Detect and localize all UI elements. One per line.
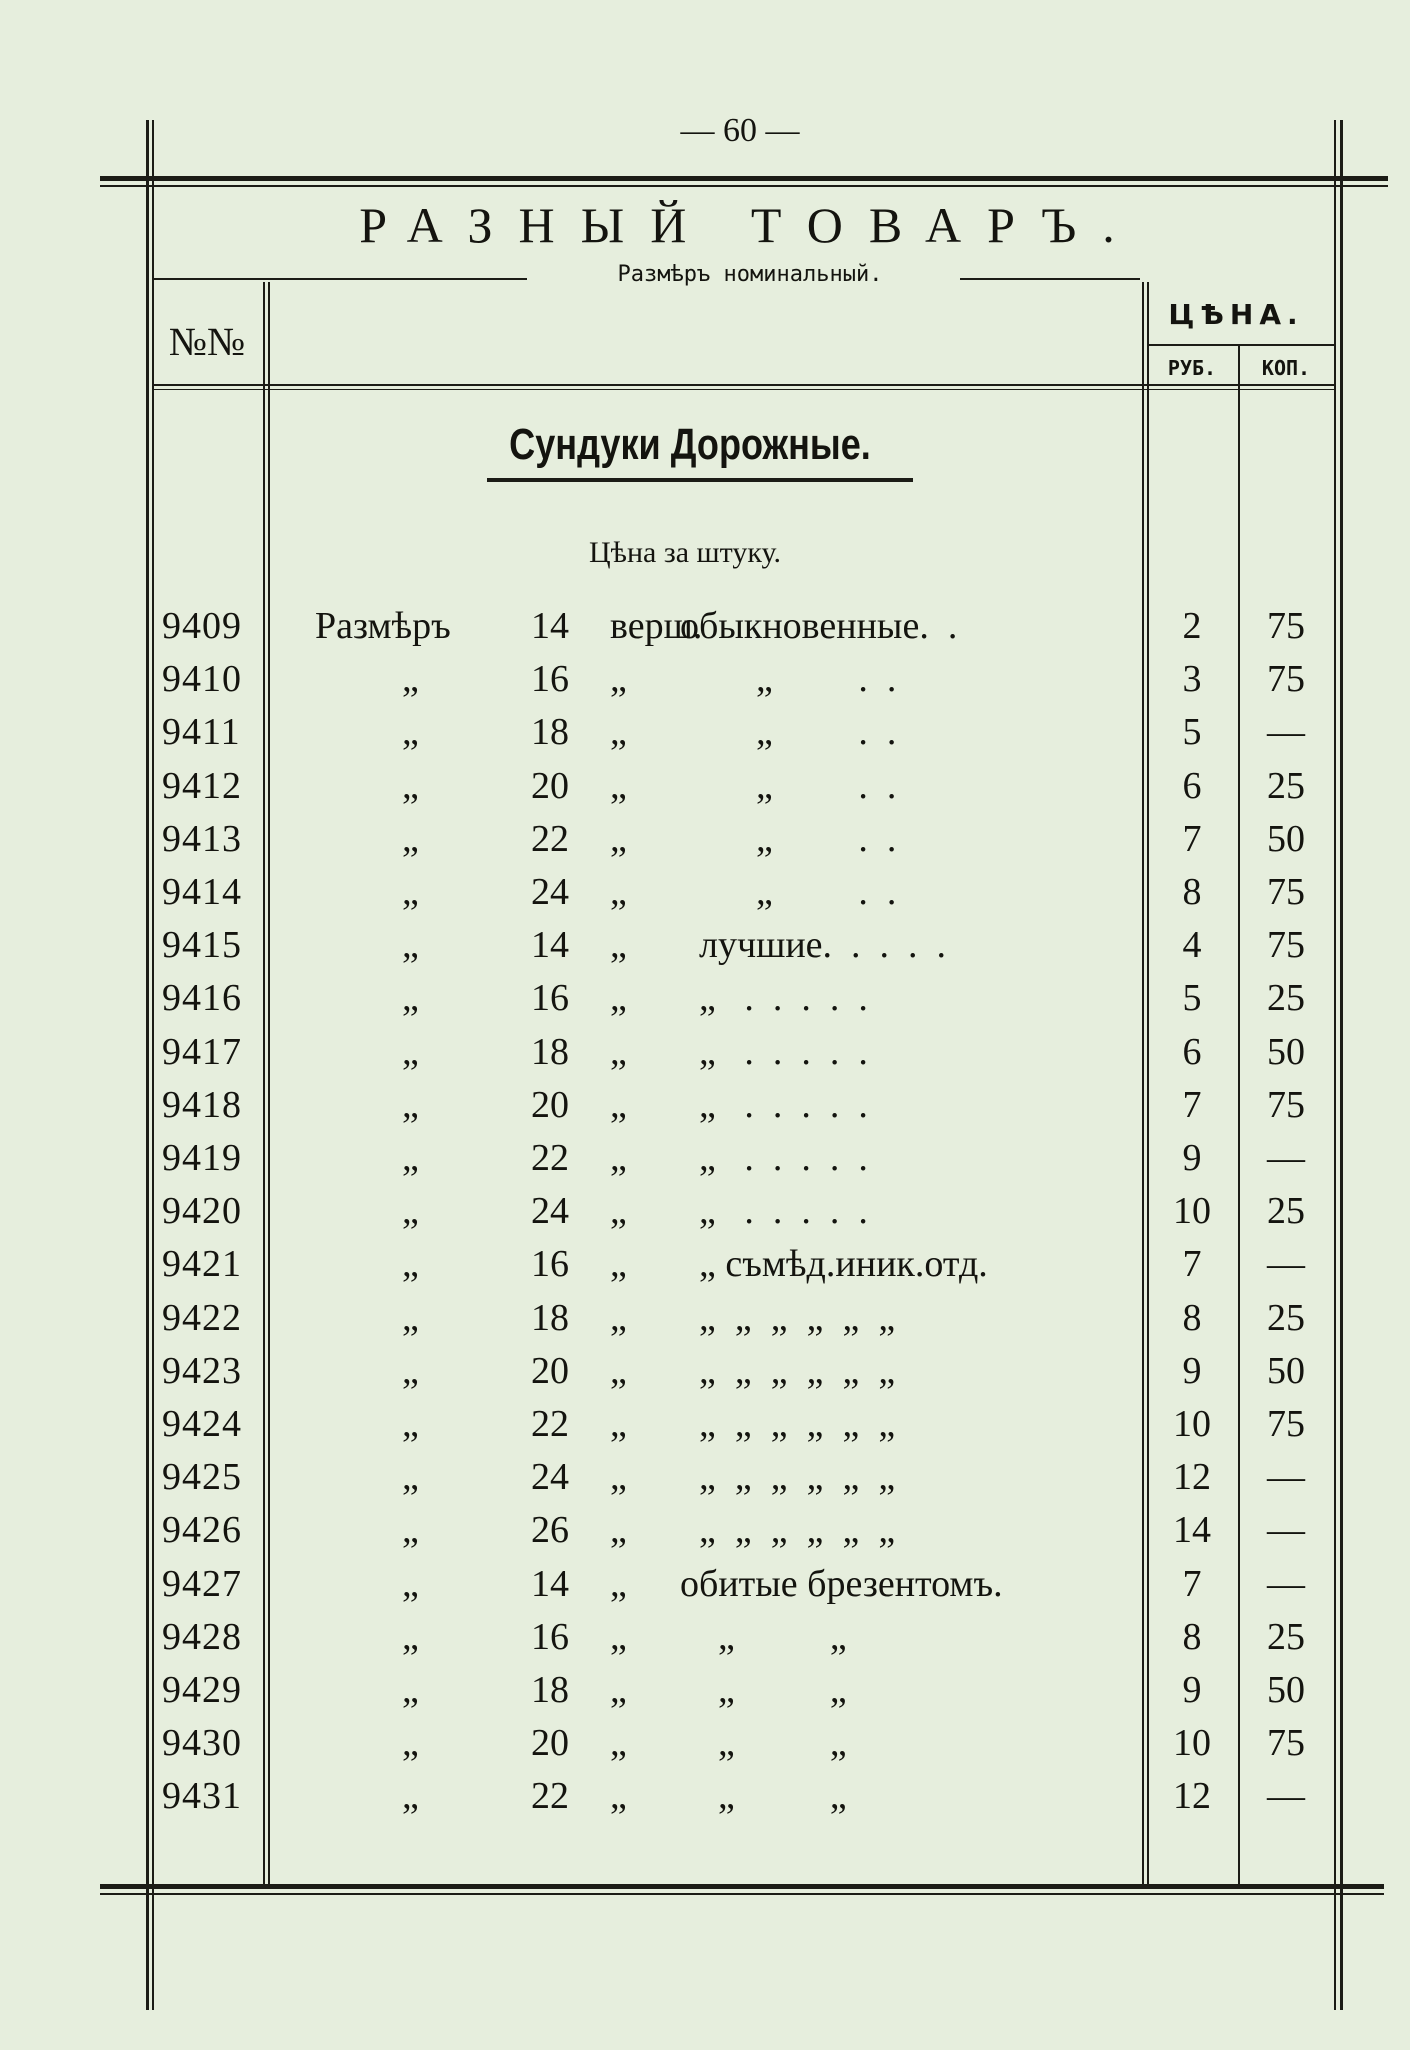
price-rub: 8: [1182, 1615, 1202, 1658]
section-underline: [487, 478, 913, 482]
size-label: „: [402, 1775, 419, 1818]
price-rub: 3: [1182, 658, 1202, 701]
size-unit: „: [610, 1349, 627, 1392]
size-value: 22: [531, 1403, 569, 1445]
price-rub: 6: [1182, 1030, 1202, 1073]
table-row: [0, 1185, 1410, 1238]
size-unit: „: [610, 924, 627, 967]
table-row: [0, 813, 1410, 866]
item-number: 9424: [162, 1403, 242, 1445]
header-bottom-rule-1: [154, 384, 1334, 386]
size-label: „: [402, 1083, 419, 1126]
price-kop: 75: [1267, 1403, 1305, 1445]
item-number: 9413: [162, 817, 242, 860]
subtitle-rule-right: [960, 278, 1140, 280]
size-value: 22: [531, 1137, 569, 1179]
item-description: „ . .: [680, 871, 897, 913]
rub-column-header: РУБ.: [1167, 356, 1217, 380]
size-value: 22: [531, 1775, 569, 1818]
size-label: „: [402, 764, 419, 807]
table-row: [0, 1026, 1410, 1079]
size-value: 24: [531, 1456, 569, 1499]
section-title: Сундуки Дорожные.: [509, 420, 871, 469]
item-number: 9412: [162, 764, 242, 807]
item-description: „ . . . . .: [680, 1030, 868, 1073]
size-value: 14: [531, 605, 569, 647]
price-kop: 50: [1267, 1030, 1305, 1073]
size-value: 16: [531, 1243, 569, 1286]
item-number: 9425: [162, 1456, 242, 1499]
item-description: „ „ „ „ „ „: [680, 1509, 896, 1552]
size-value: 26: [531, 1509, 569, 1552]
price-kop: 50: [1267, 817, 1305, 860]
price-rub: 7: [1182, 1243, 1202, 1286]
size-label: „: [402, 924, 419, 967]
table-row: [0, 1504, 1410, 1557]
item-number: 9417: [162, 1030, 242, 1073]
item-number: 9416: [162, 977, 242, 1020]
table-row: [0, 972, 1410, 1025]
item-description: „ съмѣд.иник.отд.: [680, 1243, 988, 1286]
item-description: „ „ „ „ „ „: [680, 1456, 896, 1499]
price-kop: —: [1267, 1509, 1305, 1552]
price-kop: —: [1267, 1137, 1305, 1179]
price-header-rule: [1149, 344, 1334, 346]
price-rub: 12: [1173, 1456, 1211, 1499]
price-column-header: ЦѢНА.: [1168, 298, 1304, 331]
price-rub: 8: [1182, 871, 1202, 913]
item-number: 9429: [162, 1669, 242, 1711]
table-row: [0, 866, 1410, 919]
item-number: 9420: [162, 1190, 242, 1233]
size-value: 22: [531, 817, 569, 860]
item-number: 9427: [162, 1562, 242, 1605]
size-unit: „: [610, 1775, 627, 1818]
size-label: „: [402, 1403, 419, 1445]
size-unit: „: [610, 817, 627, 860]
size-label: „: [402, 1615, 419, 1658]
top-rule-thin: [100, 185, 1388, 187]
size-value: 16: [531, 977, 569, 1020]
item-description: „ . . . . .: [680, 1190, 868, 1233]
item-number: 9415: [162, 924, 242, 967]
price-kop: 75: [1267, 1083, 1305, 1126]
size-label: „: [402, 1243, 419, 1286]
item-number: 9422: [162, 1296, 242, 1339]
item-description: „ . . . . .: [680, 977, 868, 1020]
table-row: [0, 1079, 1410, 1132]
item-number: 9410: [162, 658, 242, 701]
table-row: [0, 706, 1410, 759]
price-rub: 14: [1173, 1509, 1211, 1552]
item-description: „ „ „ „ „ „: [680, 1349, 896, 1392]
size-label: „: [402, 711, 419, 754]
size-value: 18: [531, 1030, 569, 1073]
size-unit: „: [610, 1509, 627, 1552]
table-row: [0, 1398, 1410, 1451]
price-rub: 5: [1182, 711, 1202, 754]
size-label: „: [402, 1722, 419, 1765]
size-value: 16: [531, 658, 569, 701]
table-row: [0, 919, 1410, 972]
item-description: „ „: [680, 1722, 847, 1765]
item-description: „ „: [680, 1775, 847, 1818]
size-value: 24: [531, 871, 569, 913]
page-title: РАЗНЫЙ ТОВАРЪ.: [359, 197, 1141, 253]
size-unit: „: [610, 711, 627, 754]
table-row: [0, 1770, 1410, 1823]
price-note: Цѣна за штуку.: [589, 536, 781, 569]
price-kop: —: [1267, 1243, 1305, 1286]
item-number: 9430: [162, 1722, 242, 1765]
price-kop: 75: [1267, 924, 1305, 967]
item-number: 9423: [162, 1349, 242, 1392]
price-rub: 9: [1182, 1137, 1202, 1179]
item-description: „ „ „ „ „ „: [680, 1403, 896, 1445]
price-rub: 10: [1173, 1190, 1211, 1233]
item-description: „ . . . . .: [680, 1083, 868, 1126]
price-rub: 7: [1182, 1083, 1202, 1126]
item-description: „ . .: [680, 658, 897, 701]
size-value: 18: [531, 711, 569, 754]
price-rub: 7: [1182, 1562, 1202, 1605]
price-rub: 8: [1182, 1296, 1202, 1339]
bottom-rule-thin: [100, 1893, 1384, 1895]
price-kop: 75: [1267, 605, 1305, 647]
page-subtitle: Размѣръ номинальный.: [617, 262, 883, 287]
price-kop: 50: [1267, 1669, 1305, 1711]
size-value: 18: [531, 1669, 569, 1711]
size-label: „: [402, 817, 419, 860]
item-number: 9411: [162, 711, 241, 754]
size-unit: „: [610, 658, 627, 701]
price-rub: 2: [1182, 605, 1202, 647]
price-rub: 12: [1173, 1775, 1211, 1818]
price-kop: —: [1267, 1456, 1305, 1499]
size-unit: „: [610, 1562, 627, 1605]
item-description: обитые брезентомъ.: [680, 1562, 1003, 1605]
item-description: „ „ „ „ „ „: [680, 1296, 896, 1339]
table-row: [0, 1451, 1410, 1504]
item-description: „ . .: [680, 817, 897, 860]
price-kop: 75: [1267, 1722, 1305, 1765]
size-value: 14: [531, 924, 569, 967]
price-kop: 25: [1267, 764, 1305, 807]
item-description: „ . .: [680, 711, 897, 754]
size-label: „: [402, 1190, 419, 1233]
kop-column-header: КОП.: [1261, 356, 1311, 380]
size-unit: „: [610, 1137, 627, 1179]
size-value: 20: [531, 764, 569, 807]
item-description: „ . .: [680, 764, 897, 807]
item-number: 9431: [162, 1775, 242, 1818]
size-label: „: [402, 1562, 419, 1605]
size-unit: „: [610, 1243, 627, 1286]
size-label: „: [402, 1349, 419, 1392]
item-description: обыкновенные. .: [680, 605, 958, 647]
subtitle-rule-left: [152, 278, 527, 280]
table-row: [0, 1238, 1410, 1291]
price-kop: 75: [1267, 658, 1305, 701]
price-kop: 25: [1267, 977, 1305, 1020]
table-row: [0, 1345, 1410, 1398]
table-row: [0, 1558, 1410, 1611]
price-kop: —: [1267, 1775, 1305, 1818]
size-value: 16: [531, 1615, 569, 1658]
size-value: 24: [531, 1190, 569, 1233]
price-rub: 10: [1173, 1403, 1211, 1445]
size-label: „: [402, 977, 419, 1020]
size-unit: „: [610, 1030, 627, 1073]
price-rub: 7: [1182, 817, 1202, 860]
size-label: „: [402, 1137, 419, 1179]
size-label: „: [402, 1669, 419, 1711]
header-bottom-rule-2: [154, 389, 1334, 390]
size-label: „: [402, 871, 419, 913]
size-unit: „: [610, 764, 627, 807]
size-unit: „: [610, 1669, 627, 1711]
size-value: 20: [531, 1349, 569, 1392]
table-row: [0, 653, 1410, 706]
size-unit: „: [610, 1456, 627, 1499]
price-kop: 25: [1267, 1615, 1305, 1658]
size-unit: „: [610, 977, 627, 1020]
item-number: 9414: [162, 871, 242, 913]
price-rub: 9: [1182, 1349, 1202, 1392]
size-label: „: [402, 1509, 419, 1552]
price-rub: 5: [1182, 977, 1202, 1020]
item-description: „ „: [680, 1615, 847, 1658]
table-row: [0, 600, 1410, 653]
number-column-header: №№: [168, 319, 246, 364]
price-kop: —: [1267, 711, 1305, 754]
price-rub: 10: [1173, 1722, 1211, 1765]
item-number: 9409: [162, 605, 242, 647]
price-kop: 50: [1267, 1349, 1305, 1392]
price-kop: 25: [1267, 1296, 1305, 1339]
size-unit: „: [610, 1083, 627, 1126]
page-number: — 60 —: [680, 112, 800, 149]
size-value: 20: [531, 1083, 569, 1126]
table-row: [0, 1611, 1410, 1664]
price-kop: —: [1267, 1562, 1305, 1605]
item-description: лучшие. . . . .: [680, 924, 947, 967]
size-unit: верш.: [610, 605, 703, 647]
size-unit: „: [610, 1722, 627, 1765]
size-unit: „: [610, 1403, 627, 1445]
size-value: 18: [531, 1296, 569, 1339]
top-rule-thick: [100, 176, 1388, 181]
size-unit: „: [610, 871, 627, 913]
size-label: „: [402, 1296, 419, 1339]
item-number: 9419: [162, 1137, 242, 1179]
size-unit: „: [610, 1615, 627, 1658]
table-row: [0, 1292, 1410, 1345]
size-label: „: [402, 1030, 419, 1073]
size-label: Размѣръ: [315, 605, 451, 647]
item-number: 9426: [162, 1509, 242, 1552]
item-number: 9421: [162, 1243, 242, 1286]
price-rub: 6: [1182, 764, 1202, 807]
size-label: „: [402, 1456, 419, 1499]
bottom-rule-thick: [100, 1884, 1384, 1889]
price-kop: 75: [1267, 871, 1305, 913]
size-unit: „: [610, 1296, 627, 1339]
size-label: „: [402, 658, 419, 701]
item-number: 9418: [162, 1083, 242, 1126]
item-description: „ „: [680, 1669, 847, 1711]
table-row: [0, 1717, 1410, 1770]
price-rub: 4: [1182, 924, 1202, 967]
item-description: „ . . . . .: [680, 1137, 868, 1179]
table-row: [0, 760, 1410, 813]
size-value: 20: [531, 1722, 569, 1765]
size-unit: „: [610, 1190, 627, 1233]
price-kop: 25: [1267, 1190, 1305, 1233]
table-row: [0, 1664, 1410, 1717]
table-row: [0, 1132, 1410, 1185]
price-rub: 9: [1182, 1669, 1202, 1711]
item-number: 9428: [162, 1615, 242, 1658]
size-value: 14: [531, 1562, 569, 1605]
